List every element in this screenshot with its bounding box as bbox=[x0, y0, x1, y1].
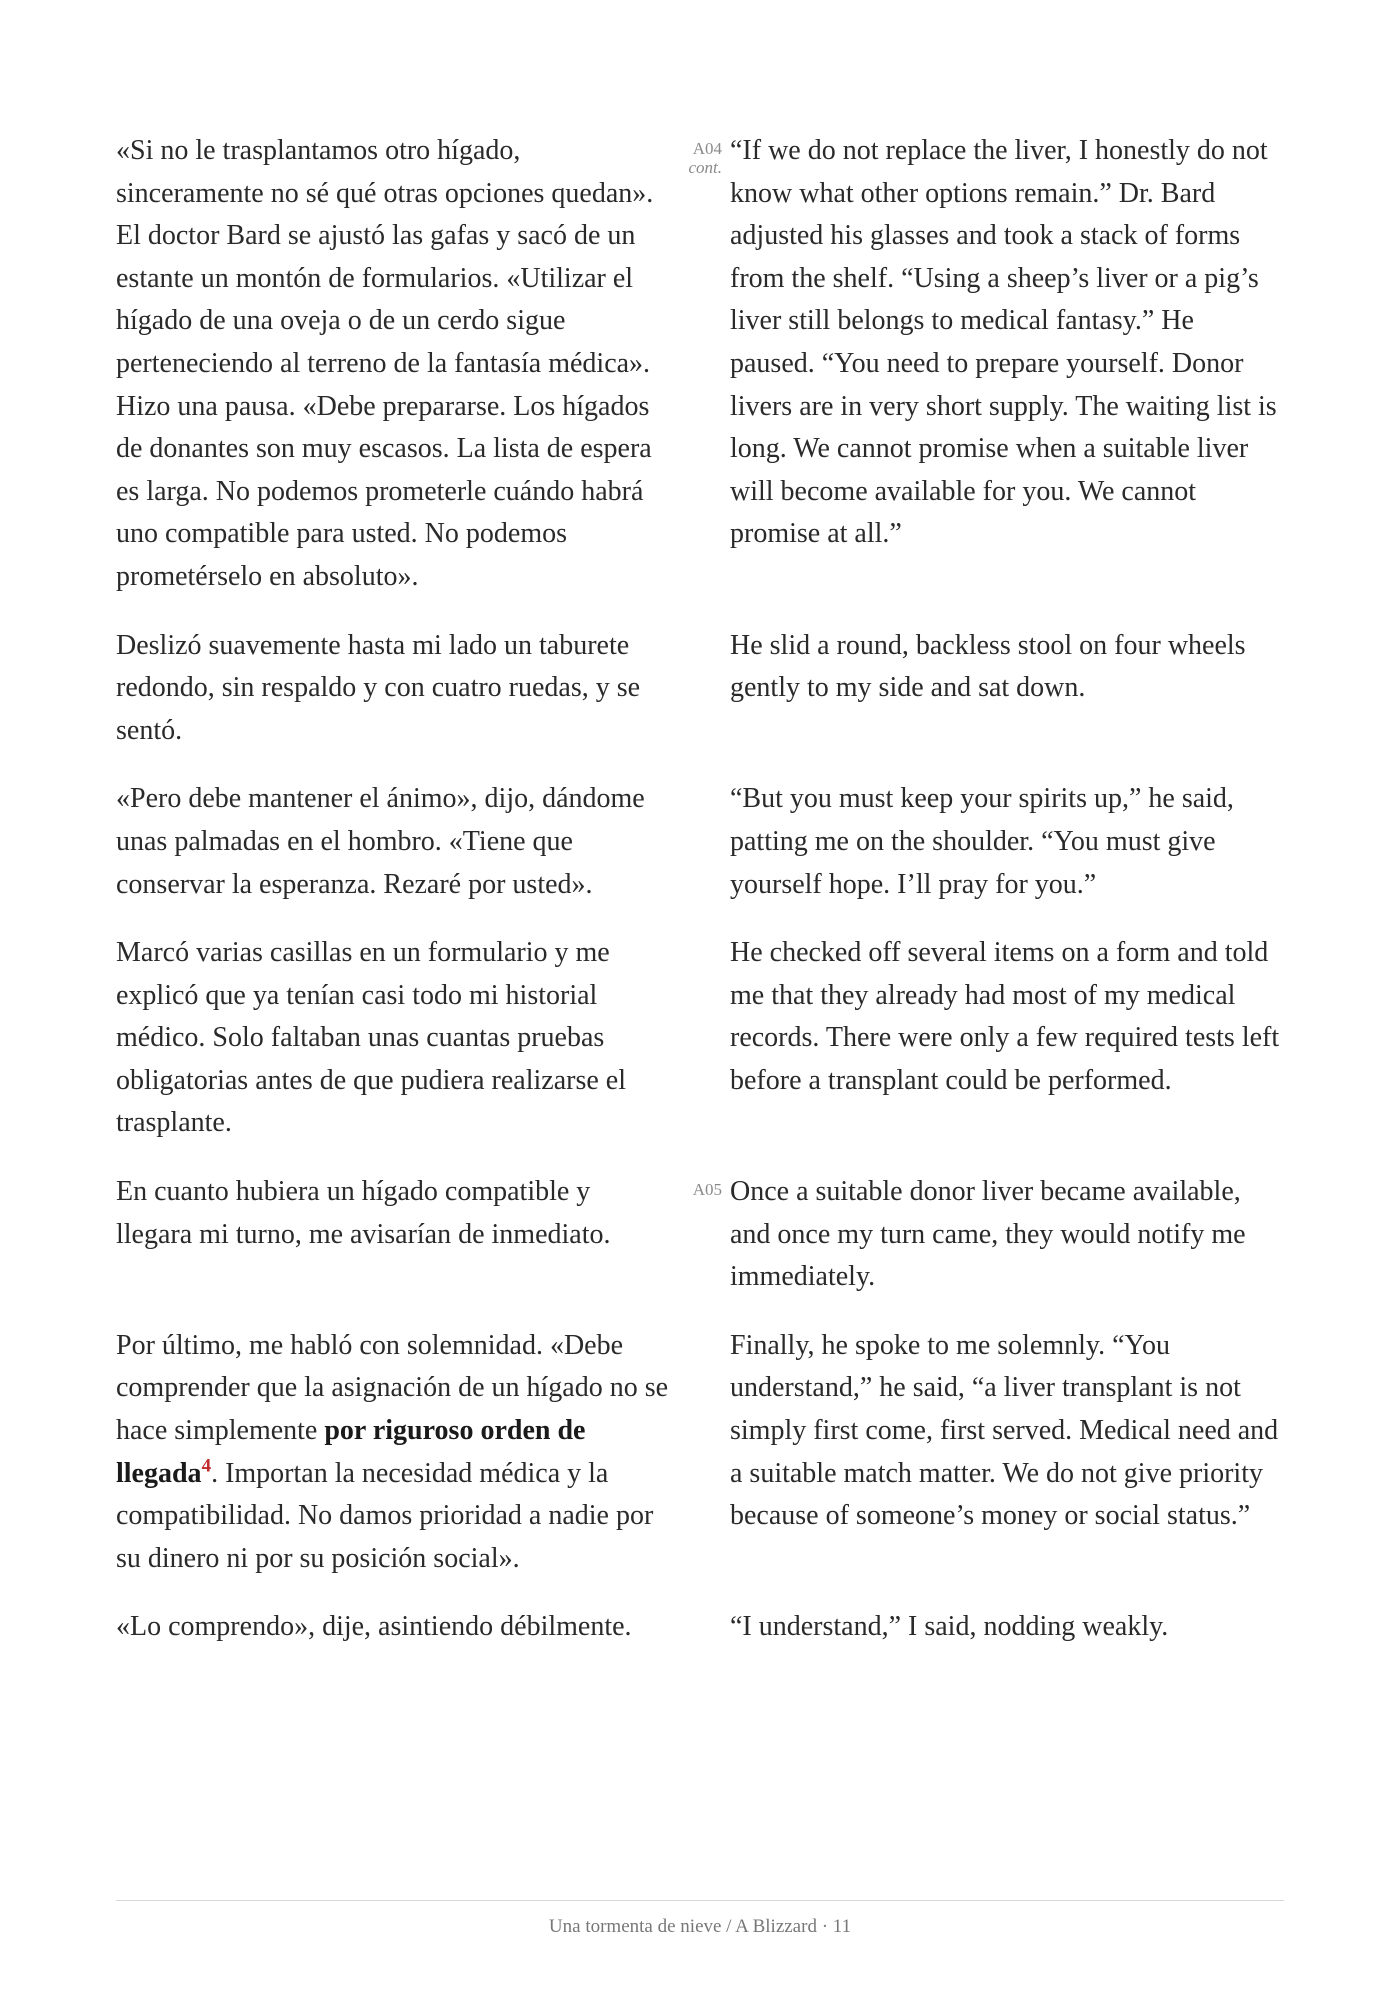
page-footer: Una tormenta de nieve / A Blizzard · 11 bbox=[548, 1916, 852, 1937]
section-marker-note: cont. bbox=[688, 158, 722, 177]
paragraph-pair bbox=[116, 778, 1284, 906]
paragraph-pair bbox=[116, 1606, 1284, 1649]
section-marker bbox=[672, 130, 730, 599]
paragraph-pair bbox=[116, 625, 1284, 753]
section-marker bbox=[672, 778, 730, 906]
paragraph-pair bbox=[116, 932, 1284, 1145]
paragraph-pair bbox=[116, 1325, 1284, 1581]
spanish-text: . Importan la necesidad médica y la compatibilidad. No damos prioridad a nadie por su dinero ni por su posición social». bbox=[116, 1457, 654, 1574]
english-paragraph: “But you must keep your spirits up,” he said, patting me on the shoulder. “You must give yourself hope. I’ll pray for you.” bbox=[730, 783, 1234, 900]
section-marker bbox=[672, 932, 730, 1145]
english-paragraph: “If we do not replace the liver, I honestly do not know what other options remain.” Dr. Bard adjusted his glasses and took a stack of forms from the shelf. “Using a sheep’s liver or a pig’s liver still belongs to medical fantasy.” He paused. “You need to prepare yourself. Donor livers are in very short supply. The waiting list is long. We cannot promise when a suitable liver will become available for you. We cannot promise at all.” bbox=[730, 135, 1277, 550]
bold-term: por riguroso orden de llegada bbox=[116, 1415, 586, 1489]
paragraph-pair bbox=[116, 1171, 1284, 1299]
spanish-paragraph: En cuanto hubiera un hígado compatible y llegara mi turno, me avisarían de inmediato. bbox=[116, 1176, 611, 1250]
spanish-paragraph: «Pero debe mantener el ánimo», dijo, dándome unas palmadas en el hombro. «Tiene que conservar la esperanza. Rezaré por usted». bbox=[116, 783, 645, 900]
footnote-reference[interactable]: 4 bbox=[201, 1455, 212, 1477]
english-paragraph: Once a suitable donor liver became available, and once my turn came, they would notify me immediately. bbox=[730, 1176, 1246, 1293]
english-paragraph: He checked off several items on a form and told me that they already had most of my medical records. There were only a few required tests left before a transplant could be performed. bbox=[730, 937, 1280, 1096]
section-marker bbox=[672, 1171, 730, 1299]
english-paragraph: “I understand,” I said, nodding weakly. bbox=[730, 1611, 1169, 1643]
spanish-paragraph: «Si no le trasplantamos otro hígado, sinceramente no sé qué otras opciones quedan». El doctor Bard se ajustó las gafas y sacó de un estante un montón de formularios. «Utilizar el hígado de una oveja o de un cerdo sigue perteneciendo al terreno de la fantasía médica». Hizo una pausa. «Debe prepararse. Los hígados de donantes son muy escasos. La lista de espera es larga. No podemos prometerle cuándo habrá uno compatible para usted. No podemos prometérselo en absoluto». bbox=[116, 135, 654, 592]
spanish-paragraph: «Lo comprendo», dije, asintiendo débilmente. bbox=[116, 1611, 632, 1643]
section-marker bbox=[672, 1325, 730, 1581]
spanish-paragraph: Deslizó suavemente hasta mi lado un taburete redondo, sin respaldo y con cuatro ruedas, y se sentó. bbox=[116, 629, 641, 746]
spanish-paragraph bbox=[116, 1325, 672, 1581]
spanish-text: Por último, me habló con solemnidad. «Debe comprender que la asignación de un hígado no se hace simplemente bbox=[116, 1329, 669, 1447]
paragraph-pair bbox=[116, 130, 1284, 599]
english-paragraph: Finally, he spoke to me solemnly. “You understand,” he said, “a liver transplant is not simply first come, first served. Medical need and a suitable match matter. We do not give priority because of someone’s money or social status.” bbox=[730, 1329, 1279, 1532]
bilingual-text bbox=[116, 130, 1284, 1675]
footer-divider bbox=[116, 1900, 1284, 1901]
english-paragraph: He slid a round, backless stool on four wheels gently to my side and sat down. bbox=[730, 629, 1246, 704]
section-marker bbox=[672, 1606, 730, 1649]
spanish-paragraph: Marcó varias casillas en un formulario y me explicó que ya tenían casi todo mi historial médico. Solo faltaban unas cuantas pruebas obligatorias antes de que pudiera realizarse el trasplante. bbox=[116, 937, 626, 1139]
section-marker bbox=[672, 625, 730, 753]
section-marker-label: A04 bbox=[692, 139, 722, 158]
section-marker-label: A05 bbox=[692, 1180, 722, 1200]
